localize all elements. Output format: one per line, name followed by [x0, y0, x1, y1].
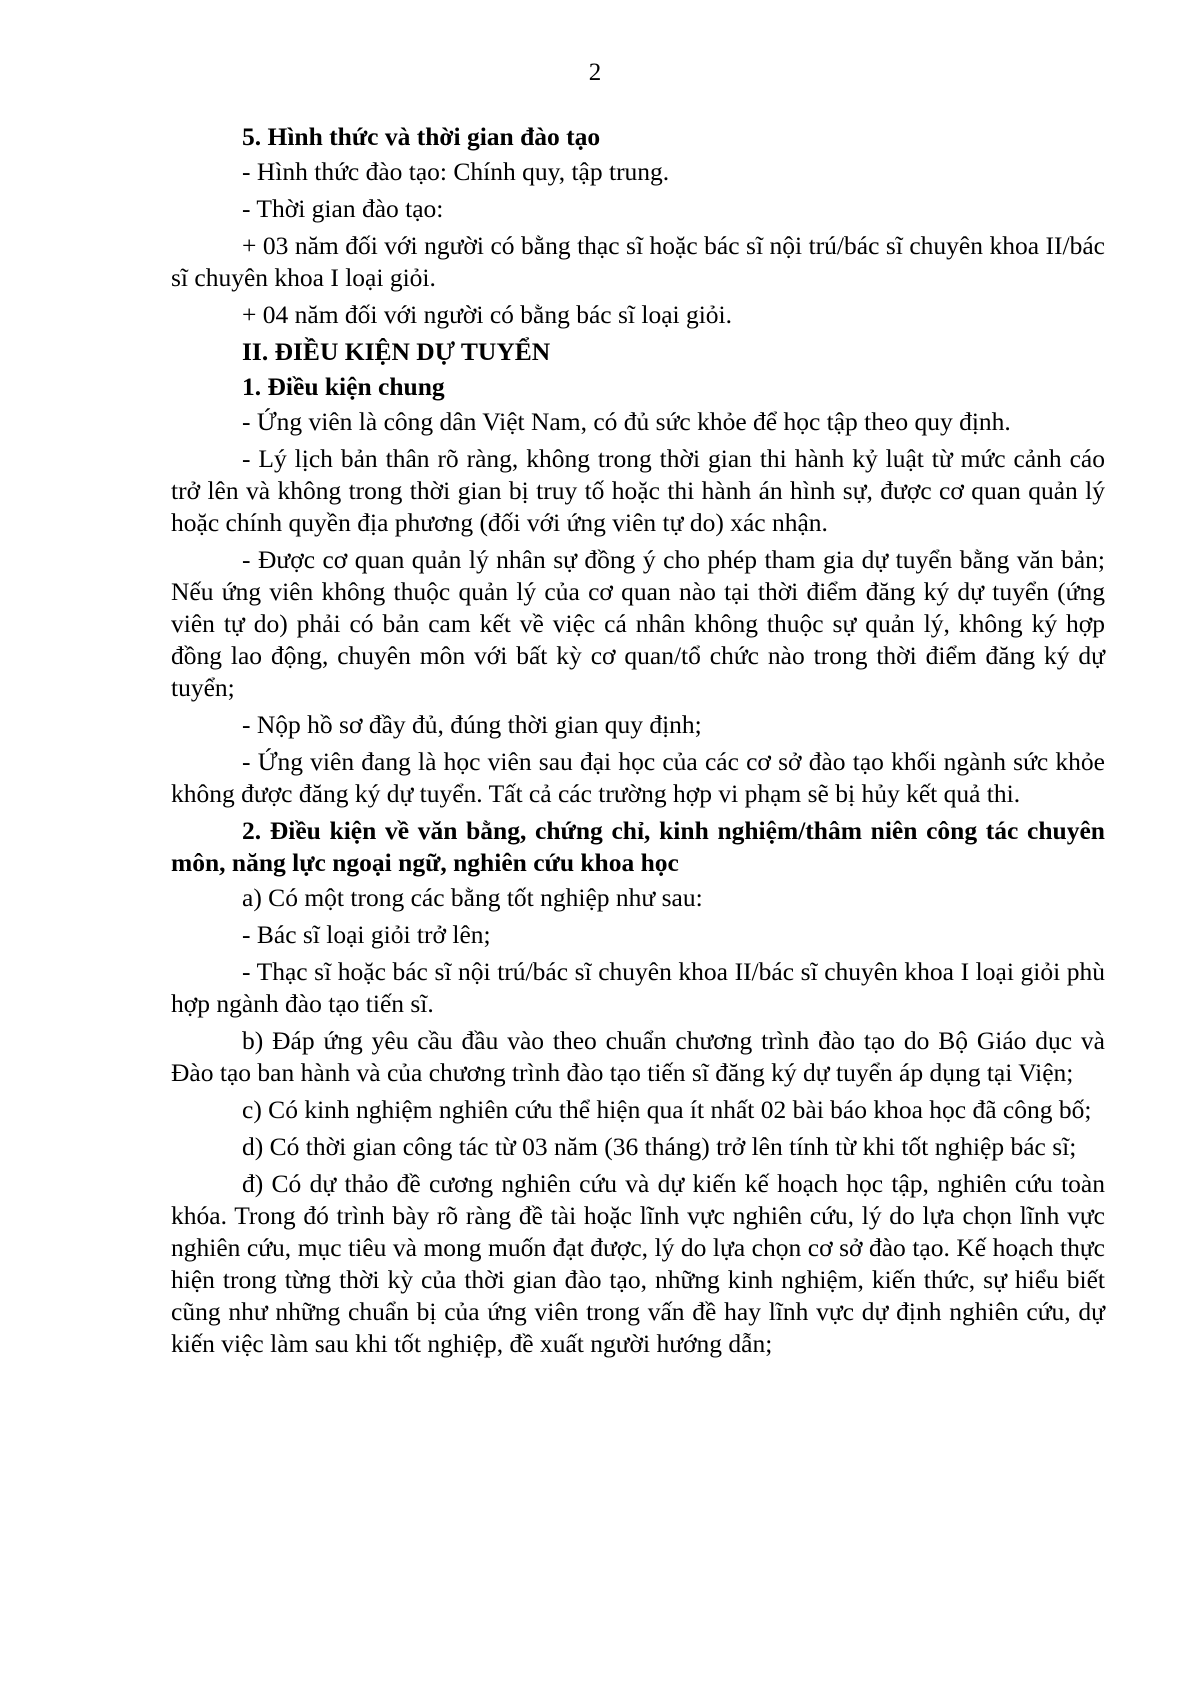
training-duration-4-years: + 04 năm đối với người có bằng bác sĩ loại giỏi.: [242, 300, 733, 329]
training-duration-label: - Thời gian đào tạo:: [242, 194, 444, 223]
qualification-item: - Thạc sĩ hoặc bác sĩ nội trú/bác sĩ chuyên khoa II/bác sĩ chuyên khoa I loại giỏi phù hợp ngành đào tạo tiến sĩ.: [171, 957, 1105, 1018]
general-condition-item: - Được cơ quan quản lý nhân sự đồng ý cho phép tham gia dự tuyển bằng văn bản; Nếu ứng viên không thuộc quản lý của cơ quan nào tại thời điểm đăng ký dự tuyển (ứng viên tự do) phải có bản cam kết về việc cá nhân không thuộc sự quản lý, không ký hợp đồng lao động, chuyên môn với bất kỳ cơ quan/tổ chức nào trong thời điểm đăng ký dự tuyển;: [171, 545, 1105, 702]
qualification-item: c) Có kinh nghiệm nghiên cứu thể hiện qua ít nhất 02 bài báo khoa học đã công bố;: [242, 1095, 1092, 1124]
general-conditions-heading: 1. Điều kiện chung: [242, 372, 445, 401]
qualification-item: a) Có một trong các bằng tốt nghiệp như sau:: [242, 883, 703, 912]
general-condition-item: - Ứng viên đang là học viên sau đại học của các cơ sở đào tạo khối ngành sức khỏe không được đăng ký dự tuyển. Tất cả các trường hợp vi phạm sẽ bị hủy kết quả thi.: [171, 747, 1105, 808]
page-number: 2: [588, 59, 602, 86]
qualification-item: đ) Có dự thảo đề cương nghiên cứu và dự kiến kế hoạch học tập, nghiên cứu toàn khóa. Trong đó trình bày rõ ràng đề tài hoặc lĩnh vực nghiên cứu, lý do lựa chọn lĩnh vực nghiên cứu, mục tiêu và mong muốn đạt được, lý do lựa chọn cơ sở đào tạo. Kế hoạch thực hiện trong từng thời kỳ của thời gian đào tạo, những kinh nghiệm, kiến thức, sự hiểu biết cũng như những chuẩn bị của ứng viên trong vấn đề hay lĩnh vực dự định nghiên cứu, dự kiến việc làm sau khi tốt nghiệp, đề xuất người hướng dẫn;: [171, 1169, 1105, 1358]
qualification-conditions-heading: 2. Điều kiện về văn bằng, chứng chỉ, kinh nghiệm/thâm niên công tác chuyên môn, năng lực ngoại ngữ, nghiên cứu khoa học: [171, 816, 1105, 877]
section-5-heading: 5. Hình thức và thời gian đào tạo: [242, 122, 601, 151]
training-duration-3-years: + 03 năm đối với người có bằng thạc sĩ hoặc bác sĩ nội trú/bác sĩ chuyên khoa II/bác sĩ chuyên khoa I loại giỏi.: [171, 231, 1105, 292]
qualification-item: b) Đáp ứng yêu cầu đầu vào theo chuẩn chương trình đào tạo do Bộ Giáo dục và Đào tạo ban hành và của chương trình đào tạo tiến sĩ đăng ký dự tuyển áp dụng tại Viện;: [171, 1026, 1105, 1087]
general-condition-item: - Ứng viên là công dân Việt Nam, có đủ sức khỏe để học tập theo quy định.: [242, 407, 1011, 436]
qualification-item: - Bác sĩ loại giỏi trở lên;: [242, 920, 491, 949]
general-condition-item: - Nộp hồ sơ đầy đủ, đúng thời gian quy định;: [242, 710, 702, 739]
document-body: [171, 121, 1105, 1365]
general-condition-item: - Lý lịch bản thân rõ ràng, không trong thời gian thi hành kỷ luật từ mức cảnh cáo trở lên và không trong thời gian bị truy tố hoặc thi hành án hình sự, được cơ quan quản lý hoặc chính quyền địa phương (đối với ứng viên tự do) xác nhận.: [171, 444, 1105, 537]
training-form: - Hình thức đào tạo: Chính quy, tập trung.: [242, 157, 670, 186]
section-ii-heading: II. ĐIỀU KIỆN DỰ TUYỂN: [242, 337, 551, 366]
qualification-item: d) Có thời gian công tác từ 03 năm (36 tháng) trở lên tính từ khi tốt nghiệp bác sĩ;: [242, 1132, 1077, 1161]
